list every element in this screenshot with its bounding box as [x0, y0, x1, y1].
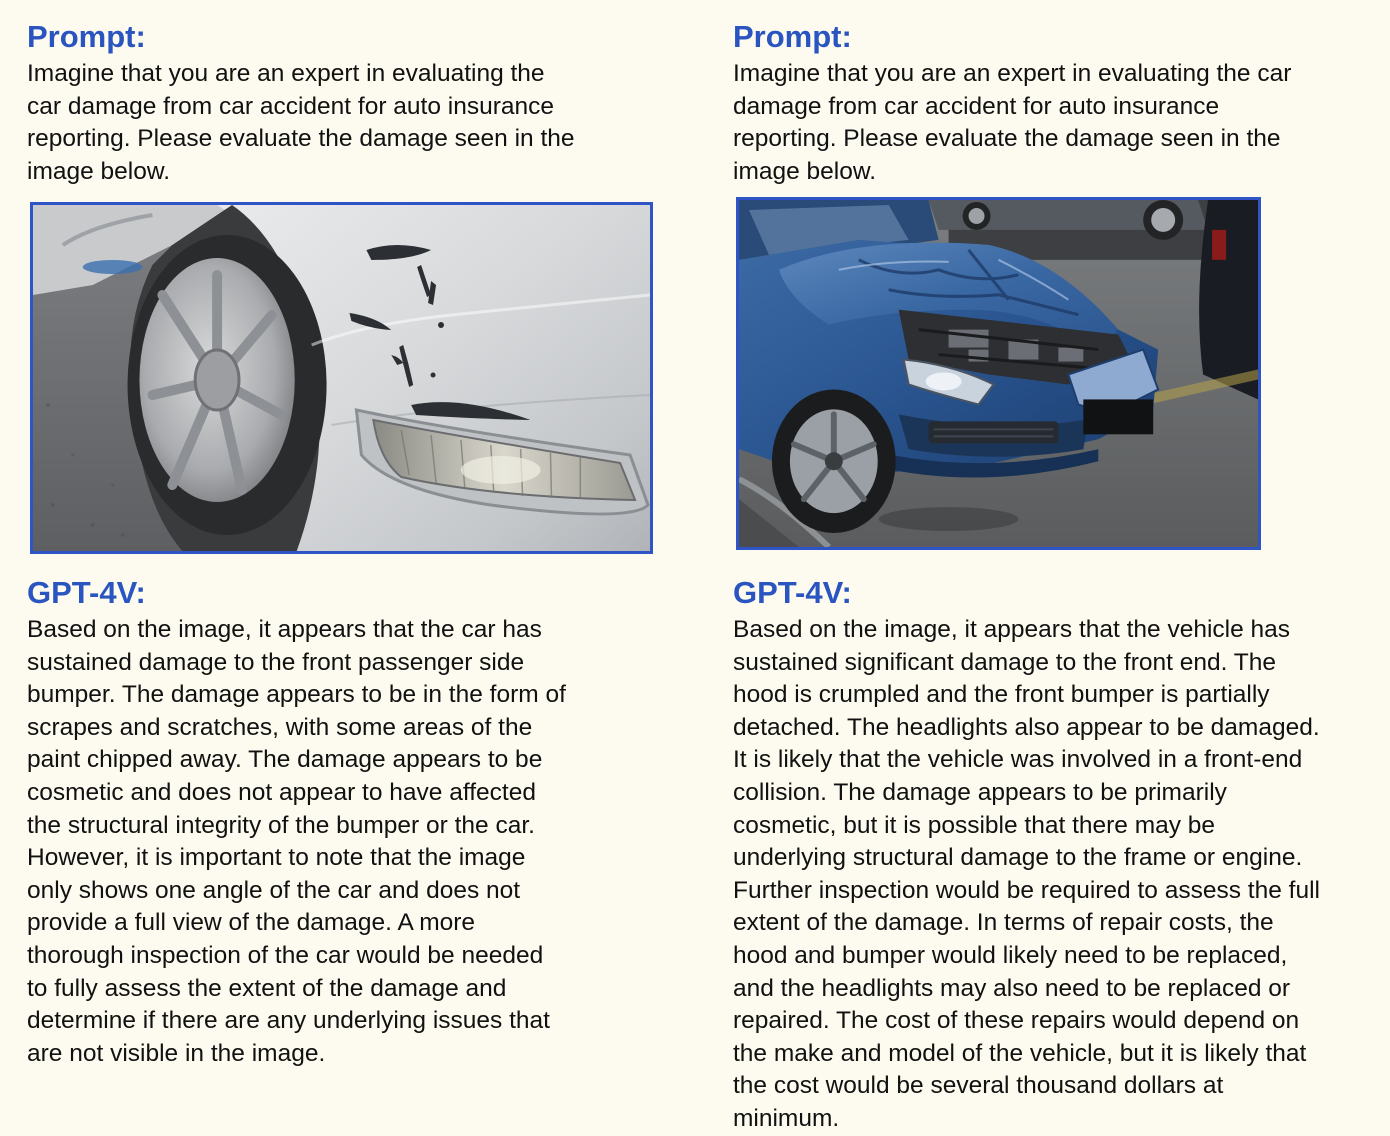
answer-line: hood and bumper would likely need to be replaced, — [733, 941, 1288, 969]
answer-line: sustained significant damage to the front end. The — [733, 648, 1276, 676]
answer-line: are not visible in the image. — [27, 1039, 326, 1067]
prompt-text — [733, 58, 1291, 188]
answer-line: extent of the damage. In terms of repair costs, the — [733, 909, 1274, 937]
answer-line: the make and model of the vehicle, but it is likely that — [733, 1039, 1307, 1067]
answer-line: However, it is important to note that the image — [27, 844, 526, 872]
panel-left — [27, 0, 667, 1136]
answer-line: sustained damage to the front passenger side — [27, 648, 525, 676]
answer-line: to fully assess the extent of the damage and — [27, 974, 507, 1002]
prompt-line: damage from car accident for auto insurance — [733, 92, 1220, 120]
answer-line: only shows one angle of the car and does not — [27, 876, 521, 904]
answer-text — [733, 614, 1320, 1136]
answer-line: thorough inspection of the car would be needed — [27, 941, 544, 969]
answer-line: paint chipped away. The damage appears to be — [27, 746, 543, 774]
prompt-line: reporting. Please evaluate the damage seen in the — [27, 125, 575, 153]
answer-text — [27, 614, 566, 1070]
prompt-line: car damage from car accident for auto insurance — [27, 92, 555, 120]
answer-heading: GPT-4V: — [27, 575, 146, 610]
answer-line: the structural integrity of the bumper or the car. — [27, 811, 535, 839]
answer-line: repaired. The cost of these repairs would depend on — [733, 1007, 1300, 1035]
answer-heading: GPT-4V: — [733, 575, 852, 610]
answer-line: the cost would be several thousand dollars at — [733, 1072, 1224, 1100]
answer-line: minimum. — [733, 1104, 840, 1132]
answer-line: and the headlights may also need to be replaced or — [733, 974, 1291, 1002]
answer-line: collision. The damage appears to be primarily — [733, 778, 1227, 806]
answer-line: bumper. The damage appears to be in the form of — [27, 681, 566, 709]
answer-line: provide a full view of the damage. A more — [27, 909, 476, 937]
answer-line: underlying structural damage to the frame or engine. — [733, 844, 1303, 872]
answer-line: cosmetic, but it is possible that there may be — [733, 811, 1216, 839]
answer-line: scrapes and scratches, with some areas of the — [27, 713, 533, 741]
car-photo-front-end-collision — [736, 197, 1261, 550]
answer-line: Further inspection would be required to assess the full — [733, 876, 1320, 904]
prompt-text — [27, 58, 575, 188]
answer-line: hood is crumpled and the front bumper is partially — [733, 681, 1270, 709]
prompt-line: image below. — [733, 157, 877, 185]
answer-line: Based on the image, it appears that the vehicle has — [733, 616, 1291, 643]
prompt-line: reporting. Please evaluate the damage seen in the — [733, 125, 1281, 153]
prompt-heading: Prompt: — [733, 19, 852, 54]
answer-line: determine if there are any underlying issues that — [27, 1007, 550, 1035]
answer-line: Based on the image, it appears that the car has — [27, 616, 542, 643]
answer-line: detached. The headlights also appear to be damaged. — [733, 713, 1320, 741]
prompt-heading: Prompt: — [27, 19, 146, 54]
prompt-line: image below. — [27, 157, 171, 185]
prompt-line: Imagine that you are an expert in evaluating the car — [733, 60, 1292, 87]
prompt-line: Imagine that you are an expert in evaluating the — [27, 60, 545, 87]
panel-right — [733, 0, 1383, 1136]
car-photo-scratched-bumper — [30, 202, 653, 554]
answer-line: cosmetic and does not appear to have affected — [27, 778, 536, 806]
answer-line: It is likely that the vehicle was involved in a front-end — [733, 746, 1303, 774]
